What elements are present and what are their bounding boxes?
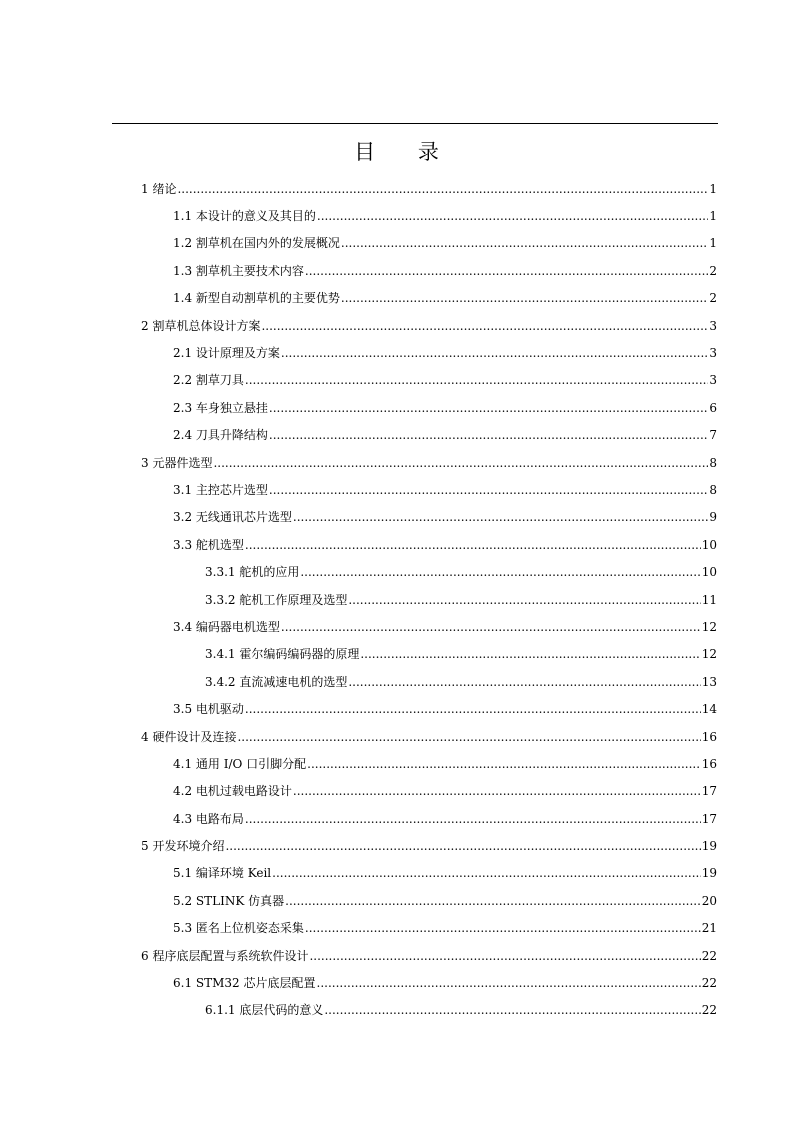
toc-entry-page-number: 19 <box>701 839 717 854</box>
toc-dot-leader <box>341 291 708 305</box>
toc-entry[interactable] <box>0 832 793 859</box>
toc-entry-label: 2.4 刀具升降结构 <box>173 428 268 443</box>
toc-entry-page-number: 17 <box>701 811 717 826</box>
toc-entry-label: 4.2 电机过载电路设计 <box>173 784 292 799</box>
toc-entry-page-number: 1 <box>709 209 717 224</box>
toc-dot-leader <box>213 456 708 470</box>
toc-entry-page-number: 22 <box>701 976 717 991</box>
toc-entry-label: 1.2 割草机在国内外的发展概况 <box>173 236 340 251</box>
toc-entry-label: 5.2 STLINK 仿真器 <box>173 893 285 908</box>
toc-entry-label: 3.3.2 舵机工作原理及选型 <box>205 592 348 607</box>
toc-entry-label: 1.1 本设计的意义及其目的 <box>173 209 316 224</box>
toc-entry-label: 3.4.1 霍尔编码编码器的原理 <box>205 647 360 662</box>
toc-entry-page-number: 17 <box>701 784 717 799</box>
toc-entry-page-number: 12 <box>701 647 717 662</box>
toc-entry-page-number: 7 <box>709 428 717 443</box>
header-rule <box>112 123 718 124</box>
toc-entry[interactable] <box>0 202 793 229</box>
toc-dot-leader <box>269 401 708 415</box>
toc-dot-leader <box>269 483 708 497</box>
toc-entry-page-number: 22 <box>701 948 717 963</box>
toc-entry-page-number: 20 <box>701 893 717 908</box>
toc-entry-label: 3.4 编码器电机选型 <box>173 619 280 634</box>
toc-entry[interactable] <box>0 750 793 777</box>
toc-entry-label: 3.3.1 舵机的应用 <box>205 565 300 580</box>
toc-entry-page-number: 8 <box>709 455 717 470</box>
toc-entry[interactable] <box>0 613 793 640</box>
table-of-contents <box>0 175 793 1024</box>
toc-entry-label: 4.1 通用 I/O 口引脚分配 <box>173 756 307 771</box>
toc-dot-leader <box>225 839 700 853</box>
toc-dot-leader <box>293 510 708 524</box>
toc-entry-label: 2.1 设计原理及方案 <box>173 346 280 361</box>
toc-entry[interactable] <box>0 887 793 914</box>
toc-dot-leader <box>307 757 701 771</box>
toc-entry-label: 6.1.1 底层代码的意义 <box>205 1003 324 1018</box>
toc-entry-page-number: 3 <box>709 318 717 333</box>
toc-entry-label: 4.3 电路布局 <box>173 811 244 826</box>
toc-entry-page-number: 13 <box>701 674 717 689</box>
toc-entry-label: 5.3 匿名上位机姿态采集 <box>173 921 304 936</box>
toc-dot-leader <box>245 373 708 387</box>
toc-entry-label: 2.3 车身独立悬挂 <box>173 400 268 415</box>
toc-dot-leader <box>348 675 700 689</box>
toc-entry-page-number: 1 <box>709 181 717 196</box>
toc-dot-leader <box>341 236 708 250</box>
toc-entry[interactable] <box>0 641 793 668</box>
toc-entry-page-number: 16 <box>701 729 717 744</box>
toc-entry-page-number: 2 <box>709 263 717 278</box>
toc-entry[interactable] <box>0 394 793 421</box>
toc-entry-page-number: 11 <box>701 592 717 607</box>
toc-dot-leader <box>300 565 700 579</box>
toc-entry-label: 1.4 新型自动割草机的主要优势 <box>173 291 340 306</box>
toc-entry-page-number: 21 <box>701 921 717 936</box>
toc-dot-leader <box>245 812 701 826</box>
toc-entry-page-number: 16 <box>701 756 717 771</box>
toc-entry[interactable] <box>0 285 793 312</box>
toc-dot-leader <box>272 866 701 880</box>
toc-entry-label: 5.1 编译环境 Keil <box>173 866 272 881</box>
toc-entry[interactable] <box>0 558 793 585</box>
toc-entry[interactable] <box>0 805 793 832</box>
toc-dot-leader <box>237 730 700 744</box>
toc-entry-label: 3.5 电机驱动 <box>173 702 244 717</box>
toc-entry[interactable] <box>0 504 793 531</box>
toc-entry[interactable] <box>0 367 793 394</box>
toc-dot-leader <box>348 593 700 607</box>
toc-entry-page-number: 19 <box>701 866 717 881</box>
toc-dot-leader <box>293 784 701 798</box>
toc-entry-page-number: 8 <box>709 482 717 497</box>
toc-entry-page-number: 9 <box>709 510 717 525</box>
toc-entry[interactable] <box>0 997 793 1024</box>
page-title: 目 录 <box>354 140 457 164</box>
toc-entry[interactable] <box>0 723 793 750</box>
toc-entry-page-number: 6 <box>709 400 717 415</box>
toc-entry[interactable] <box>0 778 793 805</box>
toc-entry-label: 1 绪论 <box>141 181 177 196</box>
toc-dot-leader <box>305 921 701 935</box>
toc-entry-label: 2 割草机总体设计方案 <box>141 318 261 333</box>
toc-dot-leader <box>245 702 701 716</box>
toc-dot-leader <box>309 949 700 963</box>
toc-dot-leader <box>177 182 708 196</box>
toc-entry-page-number: 3 <box>709 373 717 388</box>
toc-entry-page-number: 10 <box>701 537 717 552</box>
toc-entry-label: 6.1 STM32 芯片底层配置 <box>173 976 316 991</box>
toc-entry-label: 2.2 割草刀具 <box>173 373 244 388</box>
toc-entry[interactable] <box>0 312 793 339</box>
toc-entry[interactable] <box>0 230 793 257</box>
toc-dot-leader <box>245 538 701 552</box>
toc-entry-page-number: 22 <box>701 1003 717 1018</box>
toc-entry[interactable] <box>0 476 793 503</box>
toc-entry[interactable] <box>0 969 793 996</box>
toc-dot-leader <box>305 264 708 278</box>
toc-entry-page-number: 12 <box>701 619 717 634</box>
toc-dot-leader <box>324 1003 700 1017</box>
toc-entry[interactable] <box>0 586 793 613</box>
toc-entry-label: 3.2 无线通讯芯片选型 <box>173 510 292 525</box>
toc-entry[interactable] <box>0 860 793 887</box>
toc-entry[interactable] <box>0 449 793 476</box>
toc-dot-leader <box>285 894 701 908</box>
toc-entry[interactable] <box>0 531 793 558</box>
toc-dot-leader <box>269 428 708 442</box>
toc-entry[interactable] <box>0 668 793 695</box>
toc-entry-page-number: 10 <box>701 565 717 580</box>
toc-entry-page-number: 14 <box>701 702 717 717</box>
toc-entry[interactable] <box>0 915 793 942</box>
toc-entry[interactable] <box>0 695 793 722</box>
toc-dot-leader <box>317 976 701 990</box>
toc-dot-leader <box>317 209 708 223</box>
toc-entry[interactable] <box>0 339 793 366</box>
toc-entry-label: 3.4.2 直流减速电机的选型 <box>205 674 348 689</box>
toc-entry-label: 5 开发环境介绍 <box>141 839 225 854</box>
toc-entry[interactable] <box>0 257 793 284</box>
toc-dot-leader <box>261 319 708 333</box>
toc-entry-label: 4 硬件设计及连接 <box>141 729 237 744</box>
toc-entry-page-number: 2 <box>709 291 717 306</box>
toc-entry-label: 3.3 舵机选型 <box>173 537 244 552</box>
toc-entry-label: 6 程序底层配置与系统软件设计 <box>141 948 309 963</box>
toc-entry[interactable] <box>0 175 793 202</box>
toc-entry-label: 1.3 割草机主要技术内容 <box>173 263 304 278</box>
toc-dot-leader <box>281 346 708 360</box>
toc-dot-leader <box>360 647 700 661</box>
toc-entry[interactable] <box>0 422 793 449</box>
toc-entry-page-number: 1 <box>709 236 717 251</box>
toc-dot-leader <box>281 620 701 634</box>
toc-entry[interactable] <box>0 942 793 969</box>
toc-entry-page-number: 3 <box>709 346 717 361</box>
toc-entry-label: 3 元器件选型 <box>141 455 213 470</box>
toc-entry-label: 3.1 主控芯片选型 <box>173 482 268 497</box>
